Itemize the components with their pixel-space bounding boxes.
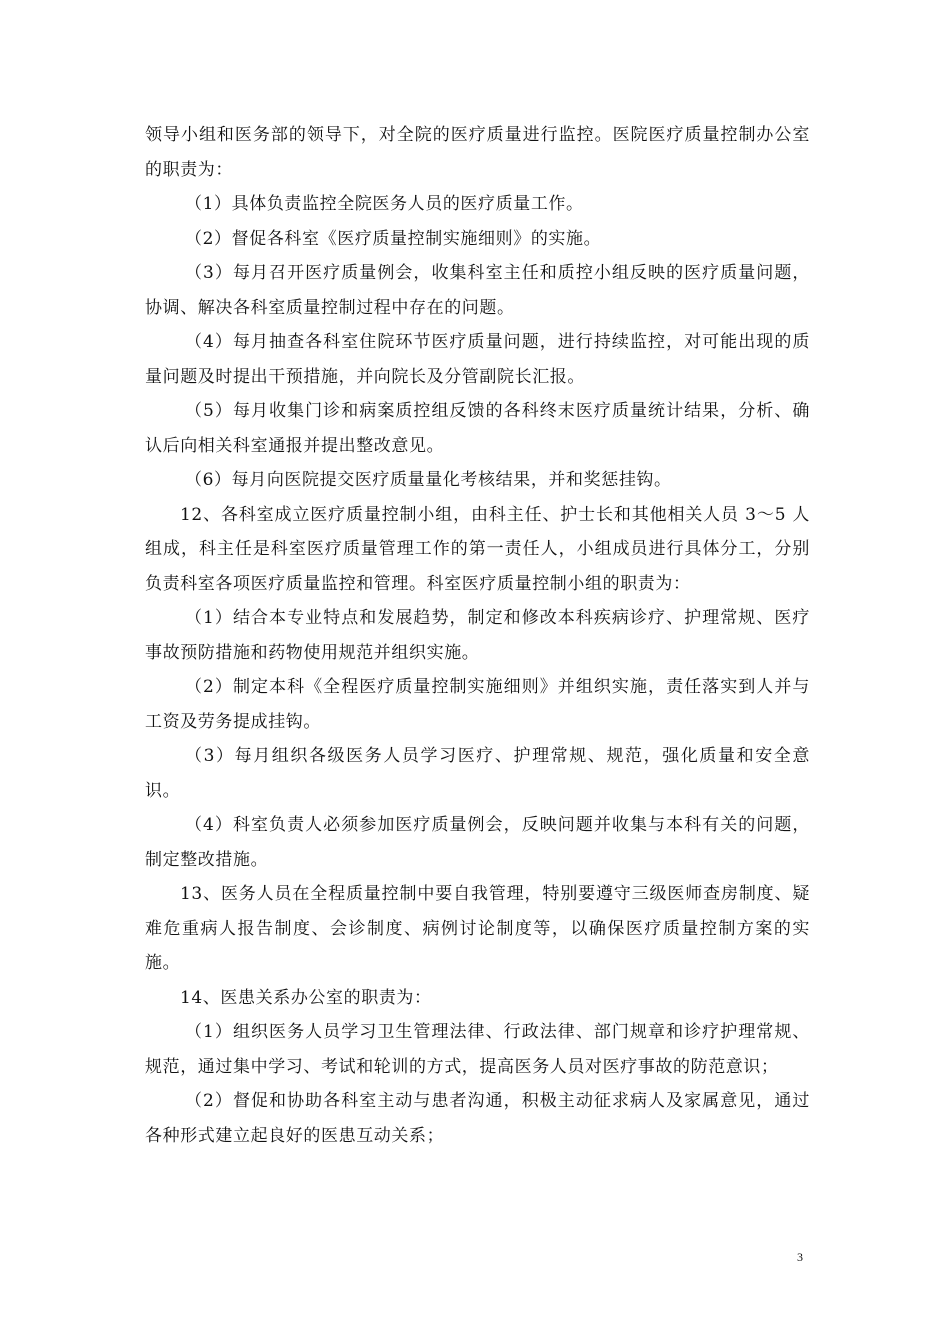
document-body (145, 118, 810, 1153)
paragraph-continuation: 领导小组和医务部的领导下，对全院的医疗质量进行监控。医院医疗质量控制办公室的职责为： (145, 125, 810, 180)
paragraph-section-14: 14、医患关系办公室的职责为： (180, 987, 432, 1008)
paragraph-relations-duty-1: （1）组织医务人员学习卫生管理法律、行政法律、部门规章和诊疗护理常规、规范，通过集中学习、考试和轮训的方式，提高医务人员对医疗事故的防范意识； (145, 1022, 810, 1077)
paragraph-section-13: 13、医务人员在全程质量控制中要自我管理，特别要遵守三级医师查房制度、疑难危重病人报告制度、会诊制度、病例讨论制度等，以确保医疗质量控制方案的实施。 (145, 884, 810, 973)
paragraph-office-duty-4: （4）每月抽查各科室住院环节医疗质量问题，进行持续监控，对可能出现的质量问题及时提出干预措施，并向院长及分管副院长汇报。 (145, 332, 810, 387)
paragraph-group-duty-4: （4）科室负责人必须参加医疗质量例会，反映问题并收集与本科有关的问题，制定整改措施。 (145, 815, 810, 870)
paragraph-office-duty-2: （2）督促各科室《医疗质量控制实施细则》的实施。 (185, 228, 602, 249)
paragraph-relations-duty-2: （2）督促和协助各科室主动与患者沟通，积极主动征求病人及家属意见，通过各种形式建立起良好的医患互动关系； (145, 1091, 810, 1146)
paragraph-office-duty-6: （6）每月向医院提交医疗质量量化考核结果，并和奖惩挂钩。 (185, 470, 672, 490)
page-number: 3 (797, 1250, 803, 1264)
paragraph-group-duty-2: （2）制定本科《全程医疗质量控制实施细则》并组织实施，责任落实到人并与工资及劳务提成挂钩。 (145, 677, 810, 732)
paragraph-office-duty-1: （1）具体负责监控全院医务人员的医疗质量工作。 (185, 194, 584, 214)
paragraph-group-duty-3: （3）每月组织各级医务人员学习医疗、护理常规、规范，强化质量和安全意识。 (145, 746, 810, 801)
paragraph-office-duty-3: （3）每月召开医疗质量例会，收集科室主任和质控小组反映的医疗质量问题，协调、解决各科室质量控制过程中存在的问题。 (145, 263, 810, 318)
paragraph-office-duty-5: （5）每月收集门诊和病案质控组反馈的各科终末医疗质量统计结果，分析、确认后向相关科室通报并提出整改意见。 (145, 401, 810, 456)
paragraph-group-duty-1: （1）结合本专业特点和发展趋势，制定和修改本科疾病诊疗、护理常规、医疗事故预防措施和药物使用规范并组织实施。 (145, 608, 810, 663)
paragraph-section-12: 12、各科室成立医疗质量控制小组，由科主任、护士长和其他相关人员 3～5 人组成，科主任是科室医疗质量管理工作的第一责任人，小组成员进行具体分工，分别负责科室各项医疗质量监控和管理。科室医疗质量控制小组的职责为： (145, 504, 810, 594)
